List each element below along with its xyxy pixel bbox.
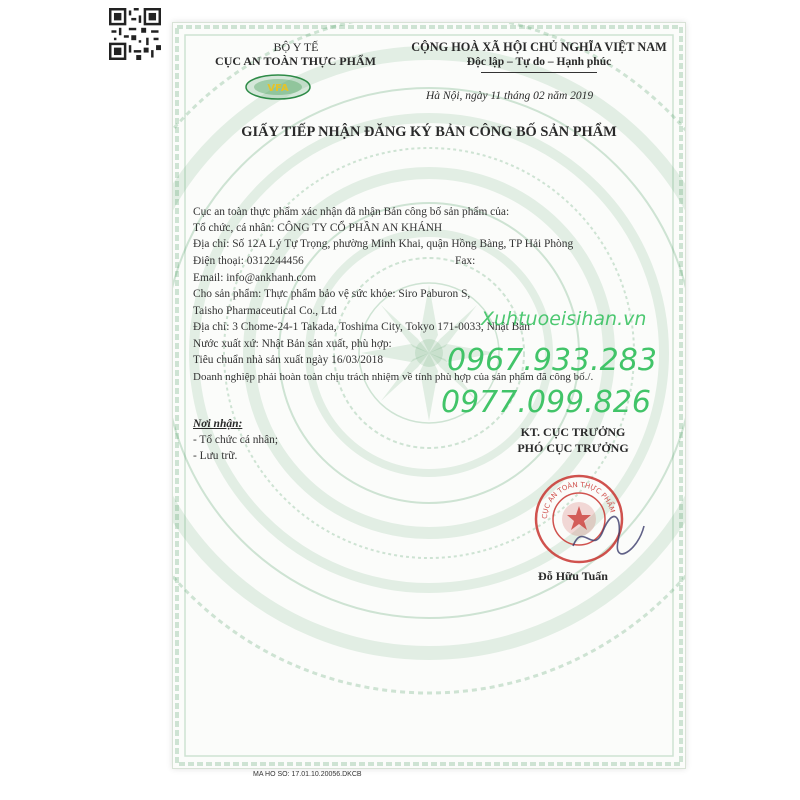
signature-scribble (568, 511, 648, 561)
body-line-manufacturer: Taisho Pharmaceutical Co., Ltd (193, 305, 337, 317)
vfa-logo (244, 73, 312, 101)
body-line-intro: Cục an toàn thực phẩm xác nhận đã nhận Bản công bố sản phẩm của: (193, 206, 510, 218)
signer-name: Đỗ Hữu Tuấn (538, 569, 608, 583)
body-line-origin: Nước xuất xứ: Nhật Bản sản xuất, phù hợp: (193, 338, 392, 350)
recipient-item: - Lưu trữ. (193, 450, 238, 462)
body-line-phone: Điện thoại: 0312244456 (193, 255, 304, 267)
department-name: CỤC AN TOÀN THỰC PHẨM (215, 54, 376, 68)
country-name: CỘNG HOÀ XÃ HỘI CHỦ NGHĨA VIỆT NAM (411, 40, 667, 54)
body-line-responsibility: Doanh nghiệp phải hoàn toàn chịu trách nhiệm về tính phù hợp của sản phẩm đã công bố./. (193, 371, 594, 383)
qr-code (109, 8, 161, 60)
document-title: GIẤY TIẾP NHẬN ĐĂNG KÝ BẢN CÔNG BỐ SẢN PHẨM (241, 124, 617, 140)
fax-label: Fax: (455, 255, 476, 267)
recipients-heading: Nơi nhận: (193, 418, 243, 430)
motto-underline (481, 72, 597, 73)
signature-title-2: PHÓ CỤC TRƯỞNG (517, 441, 629, 455)
watermark-site: Xuhtuoeisihan.vn (481, 308, 647, 330)
body-line-manufacturer-address: Địa chỉ: 3 Chome-24-1 Takada, Toshima City, Tokyo 171-0033, Nhật Bản (193, 321, 530, 333)
seal-text: CỤC AN TOÀN THỰC PHẨM (540, 480, 617, 520)
recipient-item: - Tổ chức cá nhân; (193, 434, 279, 446)
body-line-email: Email: info@ankhanh.com (193, 272, 317, 284)
watermark-phone-2: 0977.099.826 (441, 385, 651, 420)
file-code: MA HO SO: 17.01.10.20056.DKCB (253, 771, 362, 778)
body-line-address: Địa chỉ: Số 12A Lý Tự Trọng, phường Minh Khai, quận Hồng Bàng, TP Hải Phòng (193, 238, 574, 250)
signature-title-1: KT. CỤC TRƯỞNG (520, 425, 626, 439)
issue-date: Hà Nội, ngày 11 tháng 02 năm 2019 (426, 90, 594, 102)
national-motto: Độc lập – Tự do – Hạnh phúc (466, 56, 612, 68)
body-line-organization: Tổ chức, cá nhân: CÔNG TY CỔ PHẦN AN KHÁNH (193, 222, 443, 234)
certificate-page (172, 22, 686, 769)
vfa-logo-text: VFA (267, 83, 289, 94)
ministry-name: BỘ Y TẾ (273, 40, 319, 54)
body-line-standard: Tiêu chuẩn nhà sản xuất ngày 16/03/2018 (193, 354, 384, 366)
watermark-phone-1: 0967.933.283 (447, 343, 657, 378)
body-line-product: Cho sản phẩm: Thực phẩm bảo vệ sức khỏe: Siro Paburon S, (193, 288, 471, 300)
